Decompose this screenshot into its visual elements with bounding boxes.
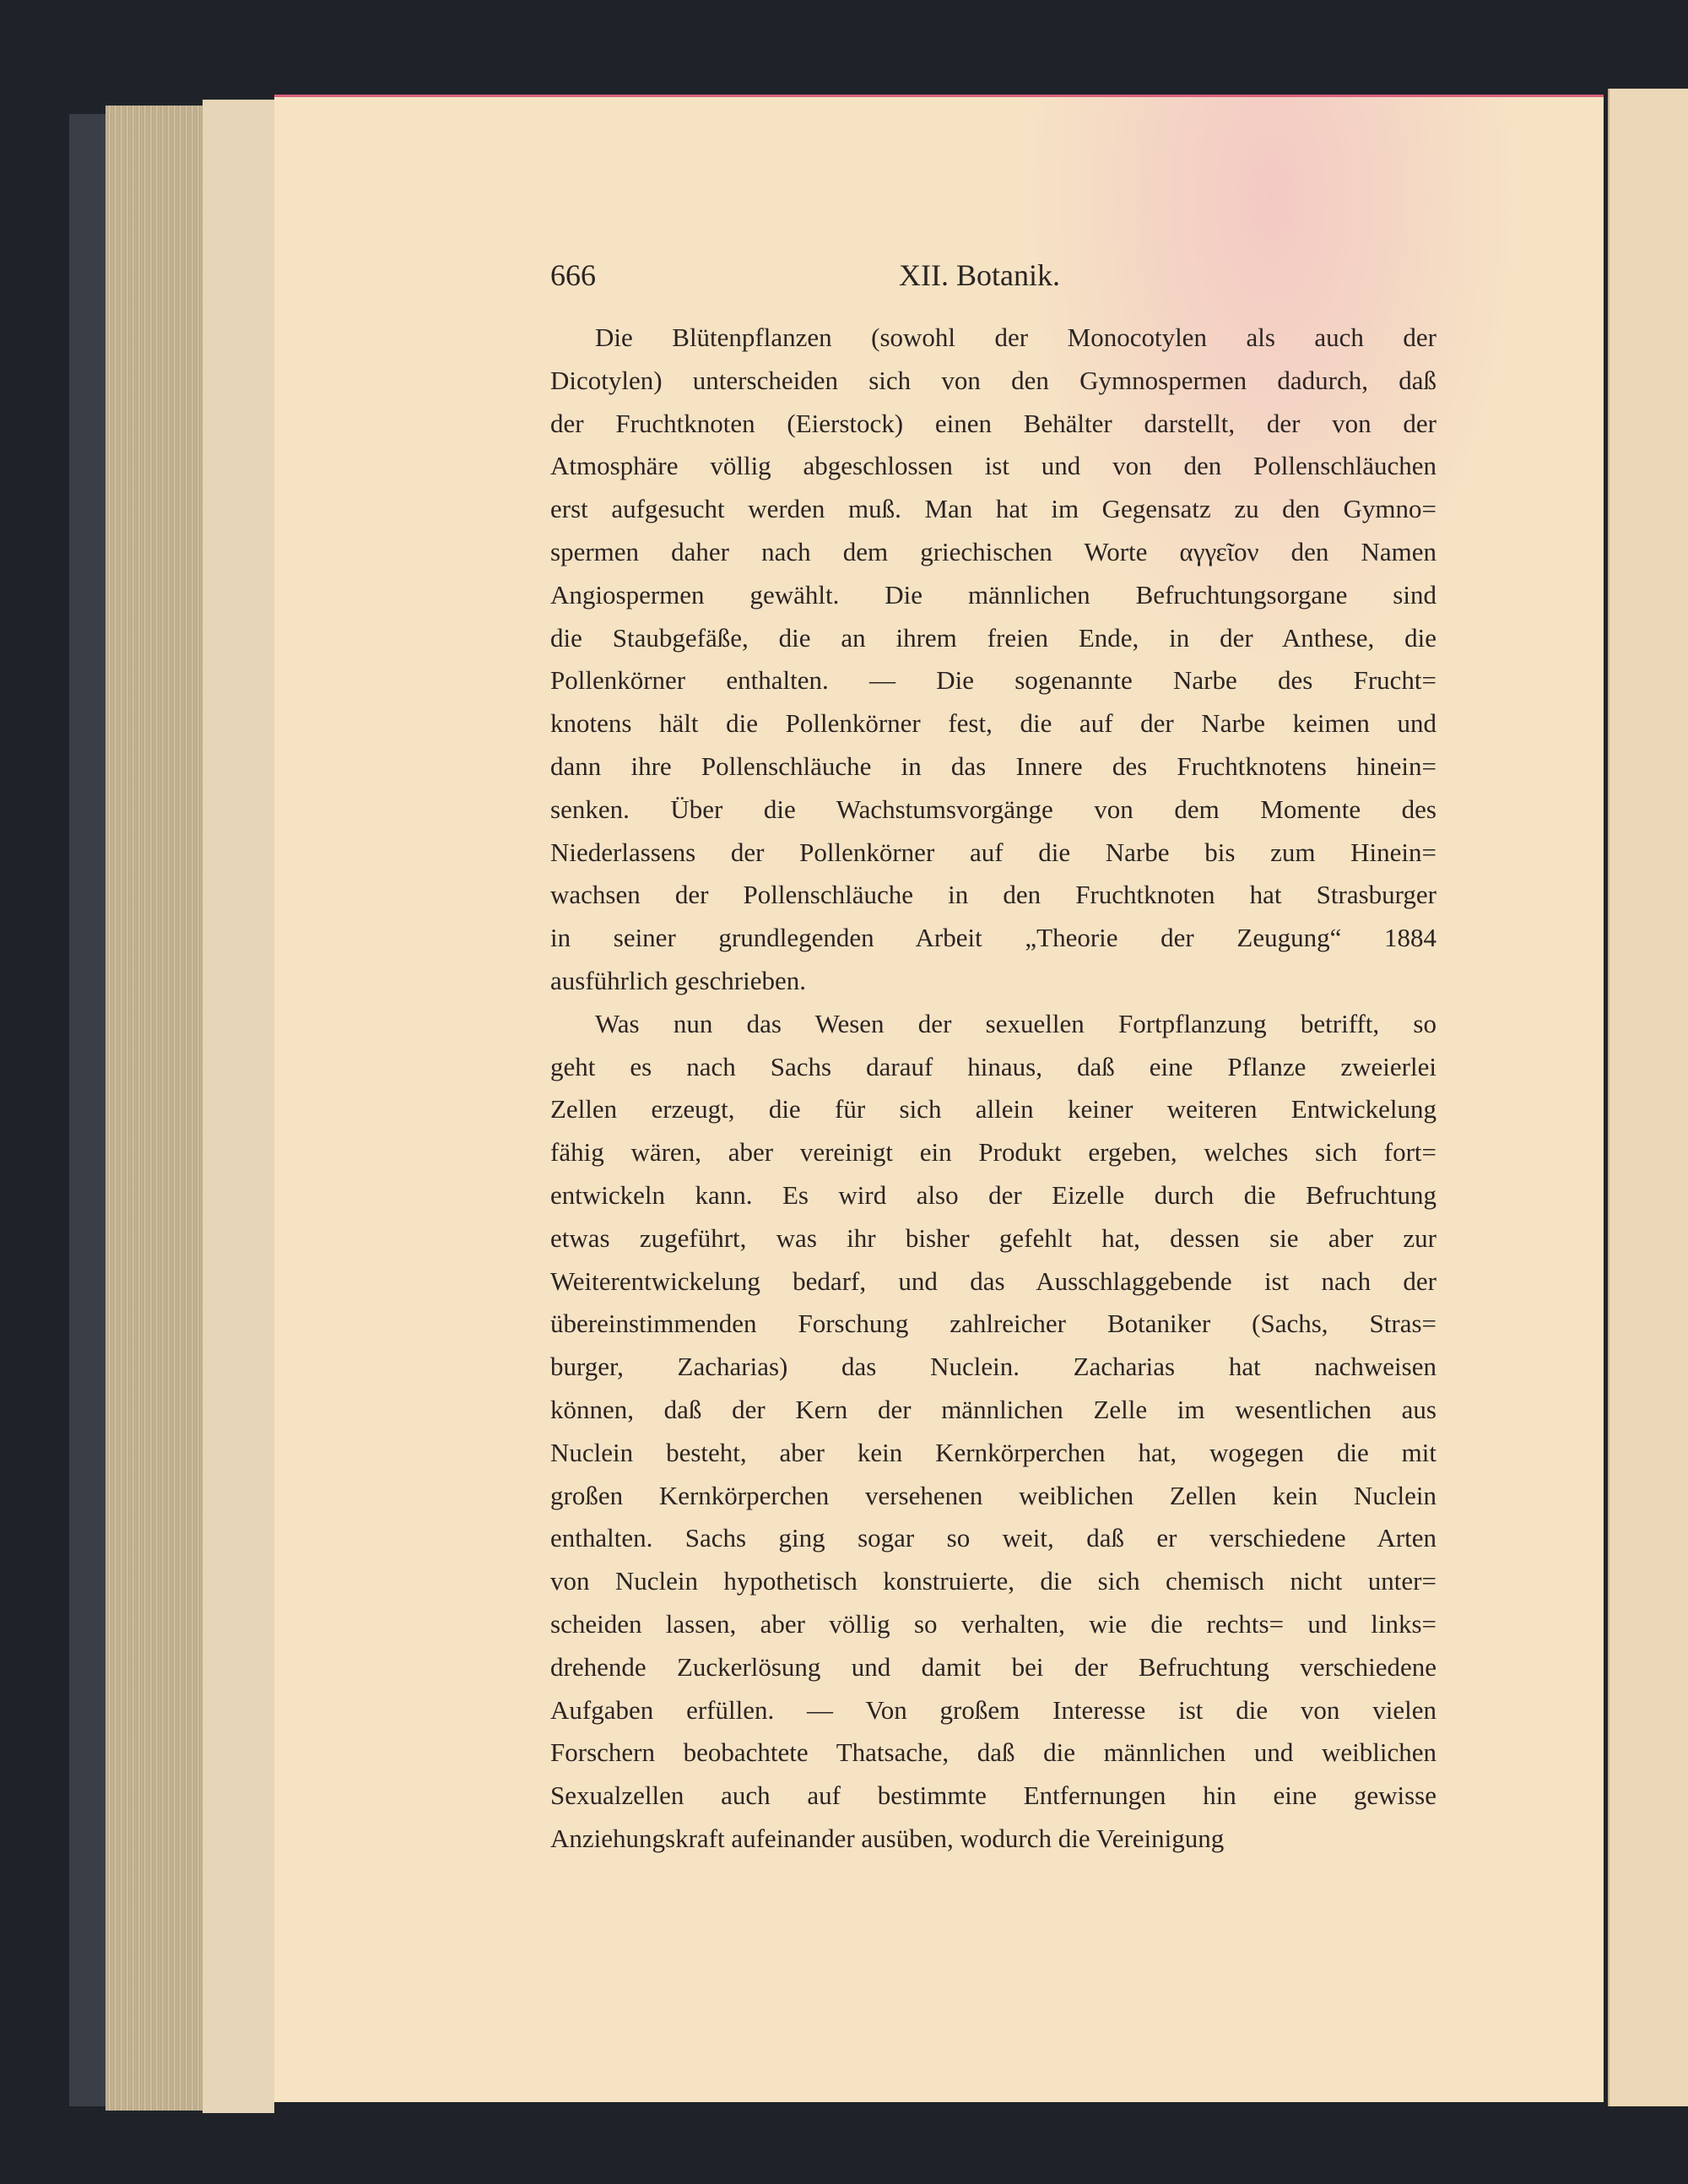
text-line: burger, Zacharias) das Nuclein. Zacharias hat nachweisen xyxy=(550,1352,1436,1382)
text-line: Die Blütenpflanzen (sowohl der Monocotylen als auch der xyxy=(595,322,1436,352)
text-line: Pollenkörner enthalten. — Die sogenannte Narbe des Frucht= xyxy=(550,665,1436,696)
text-line: Weiterentwickelung bedarf, und das Ausschlaggebende ist nach der xyxy=(550,1265,1436,1296)
text-line: großen Kernkörperchen versehenen weiblichen Zellen kein Nuclein xyxy=(550,1480,1436,1510)
page-number: 666 xyxy=(550,258,596,292)
text-line: die Staubgefäße, die an ihrem freien Ende, in der Anthese, die xyxy=(550,622,1436,653)
text-line: ausführlich geschrieben. xyxy=(550,966,806,995)
text-line: Anziehungskraft aufeinander ausüben, wodurch die Vereinigung xyxy=(550,1824,1225,1853)
text-line: übereinstimmenden Forschung zahlreicher Botaniker (Sachs, Stras= xyxy=(550,1309,1436,1339)
text-line: Forschern beobachtete Thatsache, daß die männlichen und weiblichen xyxy=(550,1737,1436,1768)
text-line: erst aufgesucht werden muß. Man hat im Gegensatz zu den Gymno= xyxy=(550,494,1436,524)
running-title: XII. Botanik. xyxy=(899,258,1060,292)
text-line: senken. Über die Wachstumsvorgänge von dem Momente des xyxy=(550,794,1436,824)
text-line: Was nun das Wesen der sexuellen Fortpflanzung betrifft, so xyxy=(595,1008,1436,1038)
text-line: drehende Zuckerlösung und damit bei der Befruchtung verschiedene xyxy=(550,1651,1436,1682)
text-line: Aufgaben erfüllen. — Von großem Interesse ist die von vielen xyxy=(550,1694,1436,1725)
text-line: spermen daher nach dem griechischen Worte αγγεῖον den Namen xyxy=(550,537,1436,566)
text-line: Zellen erzeugt, die für sich allein keiner weiteren Entwickelung xyxy=(550,1094,1436,1125)
text-line: der Fruchtknoten (Eierstock) einen Behälter darstellt, der von der xyxy=(550,408,1436,438)
text-line: geht es nach Sachs darauf hinaus, daß eine Pflanze zweierlei xyxy=(550,1051,1436,1081)
text-line: dann ihre Pollenschläuche in das Innere des Fruchtknotens hinein= xyxy=(550,751,1436,781)
text-line: entwickeln kann. Es wird also der Eizelle durch die Befruchtung xyxy=(550,1180,1436,1210)
text-line: enthalten. Sachs ging sogar so weit, daß er verschiedene Arten xyxy=(550,1523,1436,1553)
text-line: können, daß der Kern der männlichen Zelle im wesentlichen aus xyxy=(550,1395,1436,1424)
text-line: von Nuclein hypothetisch konstruierte, die sich chemisch nicht unter= xyxy=(550,1566,1436,1596)
text-line: fähig wären, aber vereinigt ein Produkt ergeben, welches sich fort= xyxy=(550,1137,1436,1168)
text-line: scheiden lassen, aber völlig so verhalten, wie die rechts= und links= xyxy=(550,1609,1436,1639)
text-line: Niederlassens der Pollenkörner auf die Narbe bis zum Hinein= xyxy=(550,837,1436,867)
text-line: Atmosphäre völlig abgeschlossen ist und von den Pollenschläuchen xyxy=(550,451,1436,481)
text-line: Angiospermen gewählt. Die männlichen Befruchtungsorgane sind xyxy=(550,579,1436,610)
text-line: Sexualzellen auch auf bestimmte Entfernungen hin eine gewisse xyxy=(550,1780,1436,1811)
text-line: wachsen der Pollenschläuche in den Fruchtknoten hat Strasburger xyxy=(550,880,1436,910)
page-edges-inner xyxy=(203,100,274,2113)
text-line: in seiner grundlegenden Arbeit „Theorie der Zeugung“ 1884 xyxy=(550,923,1436,953)
text-line: etwas zugeführt, was ihr bisher gefehlt hat, dessen sie aber zur xyxy=(550,1222,1436,1253)
text-line: Nuclein besteht, aber kein Kernkörperchen hat, wogegen die mit xyxy=(550,1437,1436,1467)
next-page-edge xyxy=(1608,89,1688,2106)
text-line: knotens hält die Pollenkörner fest, die auf der Narbe keimen und xyxy=(550,708,1436,739)
text-line: Dicotylen) unterscheiden sich von den Gymnospermen dadurch, daß xyxy=(550,365,1436,395)
